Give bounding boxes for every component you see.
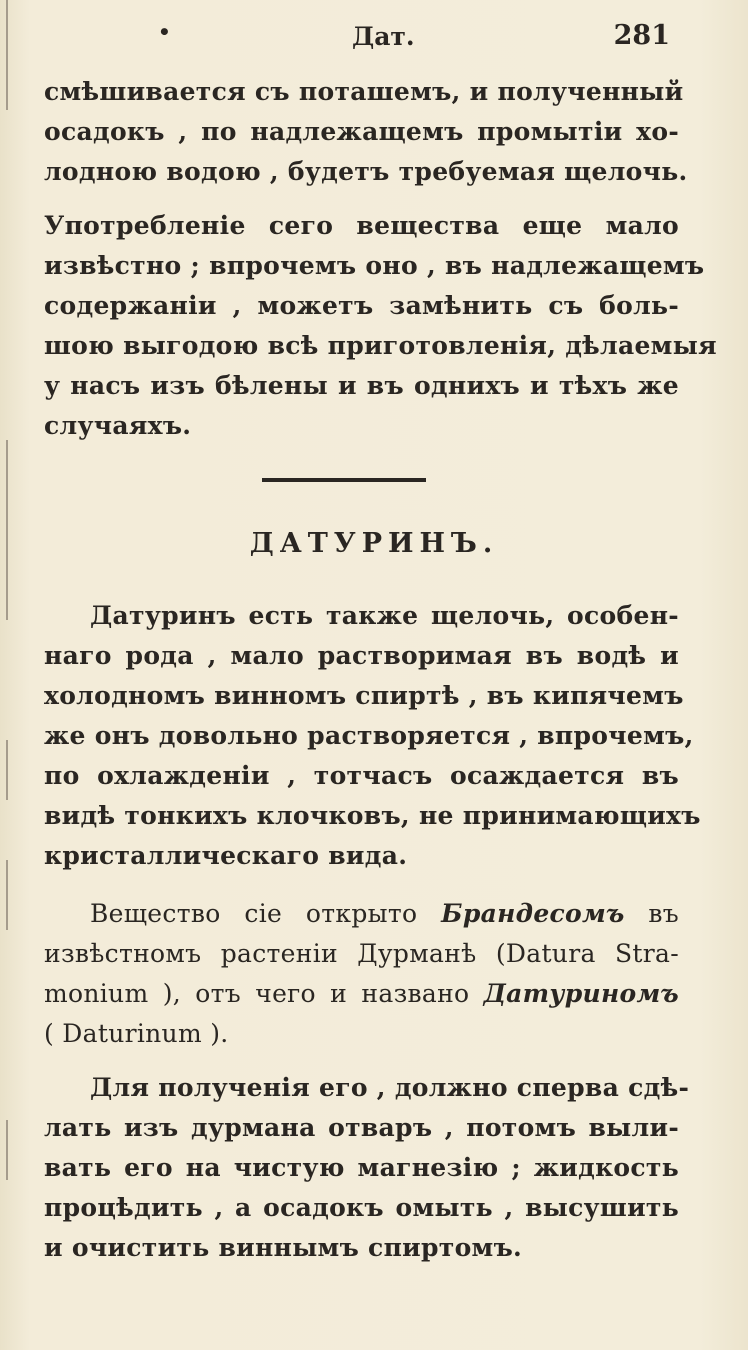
text-line xyxy=(44,974,679,1014)
text-line: наго рода , мало растворимая въ водѣ и xyxy=(44,641,679,670)
running-head: Дат. xyxy=(352,22,415,51)
text-line: осадокъ , по надлежащемъ промытіи хо- xyxy=(44,117,679,146)
paragraph-preparation xyxy=(44,1068,690,1268)
paragraph-daturin-properties xyxy=(44,596,701,876)
text-line: у насъ изъ бѣлены и въ однихъ и тѣхъ же xyxy=(44,371,679,400)
text-line: и очистить виннымъ спиртомъ. xyxy=(44,1233,523,1262)
page-edge-mark xyxy=(6,860,8,930)
text-line: процѣдить , а осадокъ омыть , высушить xyxy=(44,1193,679,1222)
paragraph-usage xyxy=(44,206,717,446)
text-fragment: monium ), отъ чего и названо xyxy=(44,979,484,1008)
paragraph-continuation xyxy=(44,72,688,192)
text-line: извѣстно ; впрочемъ оно , въ надлежащемъ xyxy=(44,251,705,280)
text-line: вать его на чистую магнезію ; жидкость xyxy=(44,1153,679,1182)
italic-name: Брандесомъ xyxy=(441,899,625,928)
text-line: видѣ тонкихъ клочковъ, не принимающихъ xyxy=(44,801,701,830)
text-line: кристаллическаго вида. xyxy=(44,841,408,870)
text-line: по охлажденіи , тотчасъ осаждается въ xyxy=(44,761,679,790)
italic-name: Датуриномъ xyxy=(483,979,679,1008)
text-line: холодномъ винномъ спиртѣ , въ кипячемъ xyxy=(44,681,684,710)
text-line: извѣстномъ растеніи Дурманѣ (Datura Stra- xyxy=(44,939,679,968)
page-edge-mark xyxy=(6,1120,8,1180)
text-line: случаяхъ. xyxy=(44,411,192,440)
header-marker: • xyxy=(158,20,171,44)
text-line xyxy=(44,894,679,934)
text-line: Употребленіе сего вещества еще мало xyxy=(44,211,679,240)
text-line: же онъ довольно растворяется , впрочемъ, xyxy=(44,721,694,750)
text-line: лать изъ дурмана отваръ , потомъ выли- xyxy=(44,1113,679,1142)
page-edge-mark xyxy=(6,0,8,110)
section-title: ДАТУРИНЪ. xyxy=(249,528,499,559)
text-line: ( Daturinum ). xyxy=(44,1019,229,1048)
text-fragment: въ xyxy=(624,899,679,928)
page-header xyxy=(40,14,680,54)
text-line: Датуринъ есть также щелочь, особен- xyxy=(90,601,679,630)
text-line: лодною водою , будетъ требуемая щелочь. xyxy=(44,157,688,186)
text-line: содержаніи , можетъ замѣнить съ боль- xyxy=(44,291,679,320)
text-line: смѣшивается съ поташемъ, и полученный xyxy=(44,77,684,106)
page-number: 281 xyxy=(613,20,670,51)
text-fragment: Вещество сіе открыто xyxy=(90,899,442,928)
text-line: Для полученія его , должно сперва сдѣ- xyxy=(90,1073,690,1102)
page-edge-mark xyxy=(6,740,8,800)
section-divider xyxy=(262,478,426,482)
text-line: шою выгодою всѣ приготовленія, дѣлаемыя xyxy=(44,331,717,360)
paragraph-discovery xyxy=(44,894,679,1054)
